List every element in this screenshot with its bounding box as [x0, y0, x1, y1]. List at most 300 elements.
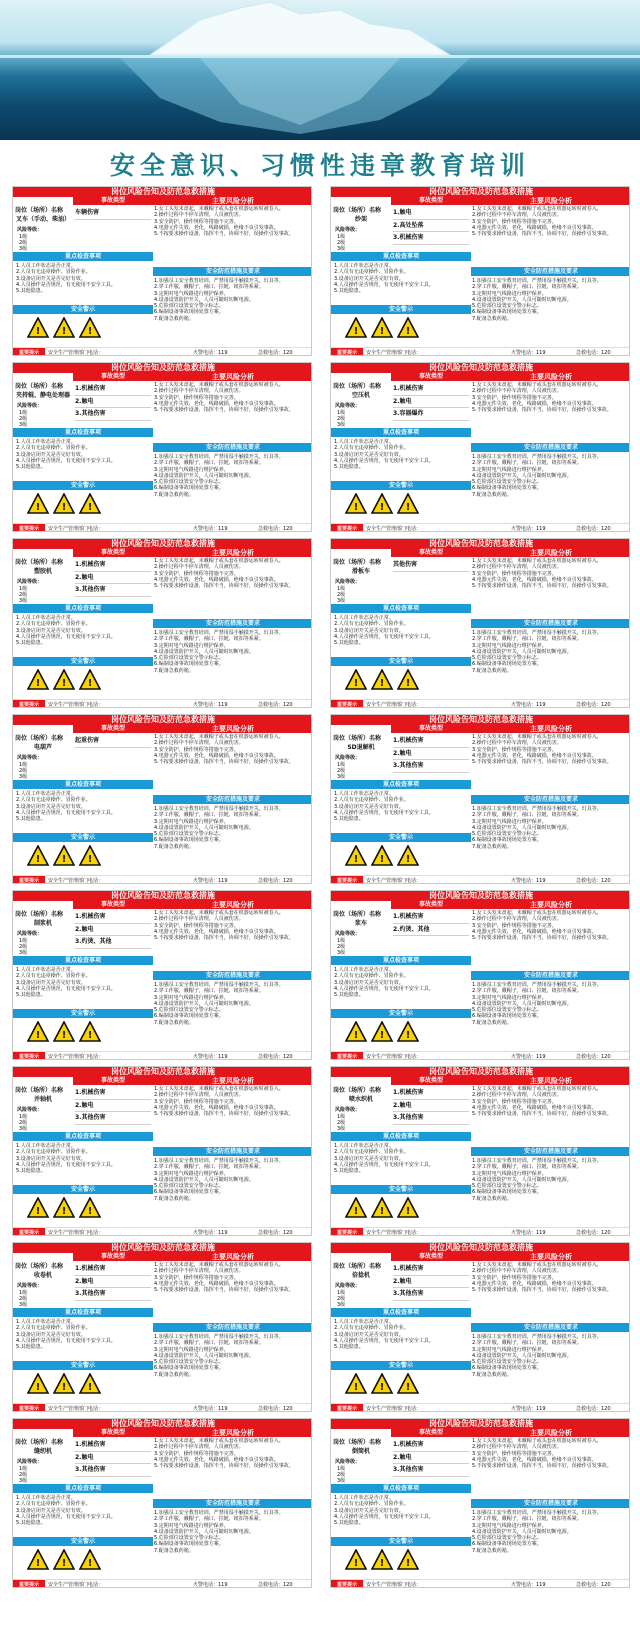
risk-item: 1.女工头发未盘起，未戴帽子或头套在机器运转时被卷入。	[472, 734, 602, 740]
svg-text:!: !	[87, 1382, 93, 1393]
key-check-list	[16, 1495, 151, 1526]
footer-tag: 重要提示	[13, 1580, 45, 1588]
position-name: 制浆机	[33, 920, 52, 927]
risk-levels	[337, 234, 345, 252]
warning-icons	[345, 317, 469, 339]
key-check-bar: 重点检查事项	[13, 428, 153, 437]
key-check-item: 3.设备启闭开关是否完好有效。	[334, 1155, 404, 1162]
key-check-bar: 重点检查事项	[331, 252, 471, 261]
key-check-item: 1.人员工作状态是否正常。	[334, 263, 394, 269]
warning-triangle-icon	[53, 1373, 75, 1395]
svg-text:!: !	[87, 854, 93, 865]
measure-item: 3.定期对电气线路进行维护保养。	[472, 994, 547, 1001]
position-label: 岗位（场所）名称	[15, 735, 64, 742]
measure-item: 6.编制设备事故现场处置方案。	[472, 485, 542, 492]
key-check-bar: 重点检查事项	[13, 780, 153, 789]
risk-item: 5.不按要求操作设备，指挥不当，协调不好，误操作引发事故。	[154, 1287, 294, 1294]
risk-item: 2.操作过程中不停车清理，人员被伤害。	[472, 1444, 562, 1451]
accident-types	[393, 383, 469, 421]
svg-text:!: !	[35, 854, 41, 865]
warning-triangle-icon	[79, 317, 101, 339]
accident-types	[75, 207, 151, 220]
footer-dept: 安全生产管理部门电话：	[366, 1582, 422, 1588]
position-label: 岗位（场所）名称	[15, 1439, 64, 1446]
key-check-list	[16, 439, 151, 470]
position-name: 并轴机	[33, 1096, 52, 1103]
risk-level: 3级	[19, 950, 28, 956]
measure-item: 5.危险部位设置安全警示标志。	[154, 1183, 224, 1190]
measure-item: 2.穿工作服，戴帽子，袖口、拉链、纽扣等系紧。	[154, 1164, 264, 1171]
key-check-item: 1.人员工作状态是否正常。	[334, 1495, 394, 1501]
position-label: 岗位（场所）名称	[333, 735, 382, 742]
risk-level: 2级	[19, 592, 28, 598]
card-footer	[331, 875, 630, 884]
card-header: 岗位风险告知及防范急救措施	[331, 187, 630, 197]
warning-triangle-icon	[397, 1021, 419, 1043]
measure-item: 7.配备急救药箱。	[472, 1019, 512, 1026]
key-check-item: 2.人员有无违章操作、冒险作业。	[16, 445, 91, 452]
risk-level: 3级	[337, 1126, 346, 1132]
key-check-item: 2.人员有无违章操作、冒险作业。	[16, 1325, 91, 1332]
measure-item: 7.配备急救药箱。	[154, 1019, 194, 1026]
footer-dept: 安全生产管理部门电话：	[48, 1230, 104, 1236]
measures-list	[472, 1334, 629, 1378]
risk-list	[154, 1262, 311, 1293]
measure-item: 1.加强员工安全教育培训，严禁用湿手触摸开关，灯具等。	[154, 278, 284, 284]
type-header: 事故类型	[73, 373, 153, 381]
key-check-item: 3.设备启闭开关是否完好有效。	[334, 979, 404, 986]
risk-level: 1级	[337, 1114, 346, 1120]
warning-icons	[27, 669, 151, 691]
footer-tag: 重要提示	[13, 876, 45, 884]
risk-card	[330, 186, 630, 356]
measure-item: 3.定期对电气线路进行维护保养。	[472, 1522, 547, 1529]
measure-item: 7.配备急救药箱。	[472, 315, 512, 322]
svg-text:!: !	[405, 1030, 411, 1041]
risk-level: 1级	[337, 410, 346, 416]
risk-list	[472, 382, 629, 413]
warning-bar: 安全警示	[331, 833, 471, 842]
svg-text:!: !	[61, 1558, 67, 1569]
card-header: 岗位风险告知及防范急救措施	[331, 1243, 630, 1253]
card-header: 岗位风险告知及防范急救措施	[13, 1419, 312, 1429]
risk-card	[330, 362, 630, 532]
footer-dept: 安全生产管理部门电话：	[48, 350, 104, 356]
risk-level: 2级	[337, 768, 346, 774]
measures-list	[154, 454, 311, 498]
card-footer	[13, 347, 312, 356]
measure-item: 6.编制设备事故现场处置方案。	[472, 1189, 542, 1196]
position-label: 岗位（场所）名称	[333, 559, 382, 566]
emergency-phone: 急救电话：120	[258, 526, 293, 532]
measure-item: 7.配备急救药箱。	[472, 1547, 512, 1554]
svg-text:!: !	[405, 1382, 411, 1393]
warning-triangle-icon	[53, 1197, 75, 1219]
risk-item: 5.不按要求操作设备，指挥不当，协调不好，误操作引发事故。	[154, 935, 294, 942]
emergency-phone: 急救电话：120	[258, 350, 293, 356]
risk-level-label: 风险等级：	[335, 1459, 361, 1465]
key-check-item: 4.人员操作是否规范，有无使用不安全工具。	[334, 457, 434, 464]
key-check-bar: 重点检查事项	[13, 1132, 153, 1141]
warning-icons	[27, 845, 151, 867]
key-check-item: 2.人员有无违章操作、冒险作业。	[334, 1501, 409, 1508]
measure-item: 6.编制设备事故现场处置方案。	[154, 309, 224, 316]
accident-type: 3.机械伤害	[393, 232, 469, 245]
key-check-item: 1.人员工作状态是否正常。	[334, 1319, 394, 1325]
key-check-item: 3.设备启闭开关是否完好有效。	[16, 1331, 86, 1338]
accident-types	[75, 1263, 151, 1301]
svg-text:!: !	[87, 502, 93, 513]
key-check-item: 1.人员工作状态是否正常。	[16, 967, 76, 973]
measure-item: 4.设备设置防护开关，人员可随时切断电源。	[154, 472, 254, 479]
accident-type: 3.其他伤害	[75, 584, 151, 597]
accident-type: 3.容器爆炸	[393, 408, 469, 421]
risk-item: 2.操作过程中不停车清理，人员被伤害。	[472, 564, 562, 571]
risk-level: 3级	[337, 246, 346, 252]
measures-list	[154, 982, 311, 1026]
card-header: 岗位风险告知及防范急救措施	[13, 539, 312, 549]
svg-text:!: !	[35, 1030, 41, 1041]
accident-types	[393, 1439, 469, 1477]
measures-bar: 安全防范措施及要求	[471, 443, 630, 452]
key-check-item: 2.人员有无违章操作、冒险作业。	[334, 1149, 409, 1156]
risk-item: 5.不按要求操作设备，指挥不当，协调不好，误操作引发事故。	[154, 231, 294, 238]
risk-item: 1.女工头发未盘起，未戴帽子或头套在机器运转时被卷入。	[154, 382, 284, 388]
measure-item: 6.编制设备事故现场处置方案。	[154, 1541, 224, 1548]
footer-tag: 重要提示	[331, 876, 363, 884]
key-check-item: 3.设备启闭开关是否完好有效。	[16, 451, 86, 458]
measure-item: 2.穿工作服，戴帽子，袖口、拉链、纽扣等系紧。	[154, 1516, 264, 1523]
measures-list	[154, 630, 311, 674]
key-check-item: 4.人员操作是否规范，有无使用不安全工具。	[16, 633, 116, 640]
risk-level: 1级	[19, 586, 28, 592]
emergency-phone: 急救电话：120	[576, 526, 611, 532]
risk-item: 4.电器元件失效、老化，线路破损，绝缘不良引发事故。	[472, 928, 597, 935]
key-check-list	[334, 263, 469, 294]
card-footer	[331, 523, 630, 532]
type-header: 事故类型	[73, 197, 153, 205]
accident-types	[75, 1439, 151, 1477]
risk-level-label: 风险等级：	[335, 403, 361, 409]
measures-list	[472, 454, 629, 498]
measure-item: 7.配备急救药箱。	[154, 1195, 194, 1202]
svg-text:!: !	[353, 1206, 359, 1217]
warning-icons	[345, 845, 469, 867]
warning-triangle-icon	[79, 493, 101, 515]
water-surface	[0, 55, 640, 58]
measure-item: 4.设备设置防护开关，人员可随时切断电源。	[154, 1352, 254, 1359]
fire-phone: 火警电话：119	[511, 1230, 546, 1236]
risk-item: 2.操作过程中不停车清理，人员被伤害。	[154, 740, 244, 747]
risk-level: 3级	[337, 774, 346, 780]
warning-icons	[345, 1021, 469, 1043]
accident-types	[393, 1263, 469, 1301]
measure-item: 6.编制设备事故现场处置方案。	[472, 1365, 542, 1372]
risk-item: 2.操作过程中不停车清理，人员被伤害。	[154, 1444, 244, 1451]
key-check-item: 1.人员工作状态是否正常。	[16, 615, 76, 621]
risk-item: 4.电器元件失效、老化，线路破损，绝缘不良引发事故。	[154, 1280, 279, 1287]
risk-item: 3.安全防护、操作规程等措施不完善。	[154, 1098, 239, 1105]
risk-levels	[19, 762, 27, 780]
measure-item: 3.定期对电气线路进行维护保养。	[154, 1346, 229, 1353]
footer-dept: 安全生产管理部门电话：	[48, 1582, 104, 1588]
key-check-bar: 重点检查事项	[331, 1308, 471, 1317]
fire-phone: 火警电话：119	[511, 1406, 546, 1412]
warning-triangle-icon	[27, 493, 49, 515]
measure-item: 4.设备设置防护开关，人员可随时切断电源。	[154, 296, 254, 303]
risk-level: 2级	[19, 240, 28, 246]
risk-item: 4.电器元件失效、老化，线路破损，绝缘不良引发事故。	[472, 1456, 597, 1463]
position-name: 塑胶机	[33, 568, 52, 575]
key-check-item: 5.其他隐患。	[334, 464, 364, 471]
risk-item: 3.安全防护、操作规程等措施不完善。	[472, 1274, 557, 1281]
risk-item: 2.操作过程中不停车清理，人员被伤害。	[154, 1268, 244, 1275]
svg-text:!: !	[61, 1030, 67, 1041]
measure-item: 7.配备急救药箱。	[154, 491, 194, 498]
key-check-list	[334, 615, 469, 646]
key-check-item: 3.设备启闭开关是否完好有效。	[334, 275, 404, 282]
measure-item: 3.定期对电气线路进行维护保养。	[472, 818, 547, 825]
position-label: 岗位（场所）名称	[15, 559, 64, 566]
key-check-list	[16, 615, 151, 646]
svg-text:!: !	[379, 678, 385, 689]
card-footer	[13, 1051, 312, 1060]
accident-type: 2.触电	[393, 1276, 469, 1289]
warning-bar: 安全警示	[331, 1361, 471, 1370]
type-header: 事故类型	[391, 1077, 471, 1085]
position-label: 岗位（场所）名称	[15, 1263, 64, 1270]
accident-type: 起重伤害	[75, 735, 151, 748]
footer-tag: 重要提示	[13, 1404, 45, 1412]
risk-item: 4.电器元件失效、老化，线路破损，绝缘不良引发事故。	[154, 400, 279, 407]
position-name: 叉车（手动、柴油）	[15, 216, 70, 223]
accident-type: 1.机械伤害	[75, 383, 151, 396]
measure-item: 4.设备设置防护开关，人员可随时切断电源。	[472, 1528, 572, 1535]
warning-triangle-icon	[79, 1197, 101, 1219]
risk-level-label: 风险等级：	[17, 1107, 43, 1113]
risk-item: 3.安全防护、操作规程等措施不完善。	[154, 394, 239, 401]
risk-list	[472, 1262, 629, 1293]
warning-triangle-icon	[79, 669, 101, 691]
risk-item: 5.不按要求操作设备，指挥不当，协调不好，误操作引发事故。	[472, 407, 612, 414]
key-check-item: 4.人员操作是否规范，有无使用不安全工具。	[16, 1161, 116, 1168]
fire-phone: 火警电话：119	[193, 1582, 228, 1588]
risk-item: 2.操作过程中不停车清理，人员被伤害。	[472, 388, 562, 395]
key-check-item: 3.设备启闭开关是否完好有效。	[334, 1331, 404, 1338]
accident-type: 2.触电	[75, 396, 151, 409]
warning-triangle-icon	[53, 845, 75, 867]
measures-list	[472, 1158, 629, 1202]
risk-item: 5.不按要求操作设备，指挥不当，协调不好，误操作引发事故。	[472, 1287, 612, 1294]
measure-item: 7.配备急救药箱。	[472, 1195, 512, 1202]
risk-level-label: 风险等级：	[17, 403, 43, 409]
measures-list	[472, 278, 629, 322]
key-check-list	[334, 791, 469, 822]
risk-level: 2级	[19, 768, 28, 774]
fire-phone: 火警电话：119	[511, 350, 546, 356]
risk-card	[12, 1066, 312, 1236]
measure-item: 1.加强员工安全教育培训，严禁用湿手触摸开关，灯具等。	[154, 1334, 284, 1340]
key-check-item: 3.设备启闭开关是否完好有效。	[16, 275, 86, 282]
warning-icons	[345, 1373, 469, 1395]
measures-bar: 安全防范措施及要求	[153, 1147, 312, 1156]
warning-bar: 安全警示	[13, 1361, 153, 1370]
measure-item: 7.配备急救药箱。	[472, 843, 512, 850]
risk-level: 2级	[337, 416, 346, 422]
measure-item: 5.危险部位设置安全警示标志。	[472, 1183, 542, 1190]
key-check-item: 4.人员操作是否规范，有无使用不安全工具。	[334, 281, 434, 288]
risk-level: 3级	[337, 598, 346, 604]
analysis-header: 主要风险分析	[153, 373, 312, 381]
risk-level: 2级	[337, 1296, 346, 1302]
risk-item: 4.电器元件失效、老化，线路破损，绝缘不良引发事故。	[154, 224, 279, 231]
warning-bar: 安全警示	[331, 481, 471, 490]
key-check-item: 5.其他隐患。	[334, 288, 364, 295]
key-check-item: 5.其他隐患。	[16, 640, 46, 647]
risk-card	[330, 1066, 630, 1236]
accident-type: 3.其他伤害	[75, 1464, 151, 1477]
fire-phone: 火警电话：119	[511, 878, 546, 884]
svg-text:!: !	[379, 1206, 385, 1217]
risk-item: 1.女工头发未盘起，未戴帽子或头套在机器运转时被卷入。	[472, 910, 602, 916]
risk-levels	[19, 938, 27, 956]
measure-item: 5.危险部位设置安全警示标志。	[154, 655, 224, 662]
accident-type: 2.触电	[393, 396, 469, 409]
analysis-header: 主要风险分析	[471, 549, 630, 557]
risk-item: 5.不按要求操作设备，指挥不当，协调不好，误操作引发事故。	[472, 1111, 612, 1118]
risk-list	[472, 734, 629, 765]
key-check-item: 4.人员操作是否规范，有无使用不安全工具。	[334, 1513, 434, 1520]
svg-text:!: !	[405, 1206, 411, 1217]
key-check-list	[334, 1319, 469, 1350]
warning-triangle-icon	[27, 1021, 49, 1043]
type-header: 事故类型	[391, 373, 471, 381]
risk-level-label: 风险等级：	[335, 1283, 361, 1289]
accident-types	[393, 1087, 469, 1125]
card-footer	[13, 1579, 312, 1588]
warning-bar: 安全警示	[331, 1009, 471, 1018]
accident-types	[393, 207, 469, 245]
hero-image	[0, 0, 640, 140]
svg-text:!: !	[35, 1382, 41, 1393]
risk-level: 3级	[19, 246, 28, 252]
svg-text:!: !	[405, 1558, 411, 1569]
warning-triangle-icon	[371, 493, 393, 515]
warning-bar: 安全警示	[331, 657, 471, 666]
risk-list	[154, 206, 311, 237]
warning-bar: 安全警示	[13, 1537, 153, 1546]
risk-levels	[19, 1290, 27, 1308]
risk-levels	[19, 1114, 27, 1132]
footer-dept: 安全生产管理部门电话：	[366, 702, 422, 708]
risk-level: 2级	[337, 1472, 346, 1478]
warning-bar: 安全警示	[13, 657, 153, 666]
emergency-phone: 急救电话：120	[576, 1054, 611, 1060]
measure-item: 4.设备设置防护开关，人员可随时切断电源。	[472, 296, 572, 303]
measure-item: 1.加强员工安全教育培训，严禁用湿手触摸开关，灯具等。	[472, 630, 602, 636]
key-check-list	[16, 967, 151, 998]
risk-list	[472, 206, 629, 237]
warning-bar: 安全警示	[13, 1185, 153, 1194]
risk-level: 3级	[337, 1478, 346, 1484]
risk-item: 2.操作过程中不停车清理，人员被伤害。	[472, 740, 562, 747]
risk-level: 1级	[19, 410, 28, 416]
warning-bar: 安全警示	[13, 305, 153, 314]
measure-item: 2.穿工作服，戴帽子，袖口、拉链、纽扣等系紧。	[154, 1340, 264, 1347]
risk-level: 2级	[337, 1120, 346, 1126]
risk-item: 1.女工头发未盘起，未戴帽子或头套在机器运转时被卷入。	[472, 558, 602, 564]
type-header: 事故类型	[73, 1253, 153, 1261]
position-label: 岗位（场所）名称	[333, 1087, 382, 1094]
svg-text:!: !	[379, 1030, 385, 1041]
risk-card	[330, 890, 630, 1060]
key-check-item: 5.其他隐患。	[16, 816, 46, 823]
warning-triangle-icon	[345, 317, 367, 339]
key-check-item: 4.人员操作是否规范，有无使用不安全工具。	[334, 1161, 434, 1168]
footer-dept: 安全生产管理部门电话：	[366, 1054, 422, 1060]
position-label: 岗位（场所）名称	[15, 383, 64, 390]
measure-item: 2.穿工作服，戴帽子，袖口、拉链、纽扣等系紧。	[472, 1340, 582, 1347]
card-header: 岗位风险告知及防范急救措施	[331, 715, 630, 725]
measure-item: 6.编制设备事故现场处置方案。	[154, 837, 224, 844]
key-check-list	[334, 1143, 469, 1174]
footer-dept: 安全生产管理部门电话：	[366, 1406, 422, 1412]
risk-item: 4.电器元件失效、老化，线路破损，绝缘不良引发事故。	[154, 576, 279, 583]
risk-levels	[19, 234, 27, 252]
risk-item: 3.安全防护、操作规程等措施不完善。	[154, 570, 239, 577]
risk-level: 1级	[19, 1114, 28, 1120]
accident-types	[75, 911, 151, 949]
measures-bar: 安全防范措施及要求	[471, 971, 630, 980]
key-check-bar: 重点检查事项	[13, 1484, 153, 1493]
measure-item: 1.加强员工安全教育培训，严禁用湿手触摸开关，灯具等。	[472, 1158, 602, 1164]
key-check-item: 3.设备启闭开关是否完好有效。	[334, 451, 404, 458]
warning-icons	[27, 317, 151, 339]
svg-text:!: !	[87, 678, 93, 689]
measure-item: 4.设备设置防护开关，人员可随时切断电源。	[154, 648, 254, 655]
warning-triangle-icon	[27, 669, 49, 691]
risk-card	[12, 362, 312, 532]
analysis-header: 主要风险分析	[471, 1429, 630, 1437]
warning-icons	[345, 493, 469, 515]
accident-type: 2.触电	[75, 1276, 151, 1289]
key-check-item: 5.其他隐患。	[334, 640, 364, 647]
warning-triangle-icon	[27, 1373, 49, 1395]
warning-triangle-icon	[397, 1549, 419, 1571]
emergency-phone: 急救电话：120	[258, 1054, 293, 1060]
emergency-phone: 急救电话：120	[258, 1230, 293, 1236]
warning-icons	[27, 493, 151, 515]
accident-types	[75, 383, 151, 421]
measure-item: 4.设备设置防护开关，人员可随时切断电源。	[472, 1352, 572, 1359]
risk-level: 3级	[337, 1302, 346, 1308]
risk-item: 1.女工头发未盘起，未戴帽子或头套在机器运转时被卷入。	[154, 558, 284, 564]
risk-level: 2级	[337, 592, 346, 598]
measures-list	[154, 278, 311, 322]
svg-text:!: !	[87, 1558, 93, 1569]
card-header: 岗位风险告知及防范急救措施	[13, 363, 312, 373]
measure-item: 7.配备急救药箱。	[154, 1547, 194, 1554]
warning-triangle-icon	[397, 1373, 419, 1395]
svg-text:!: !	[35, 678, 41, 689]
key-check-item: 2.人员有无违章操作、冒险作业。	[16, 1149, 91, 1156]
measures-bar: 安全防范措施及要求	[471, 1499, 630, 1508]
risk-item: 2.操作过程中不停车清理，人员被伤害。	[472, 1092, 562, 1099]
warning-bar: 安全警示	[13, 1009, 153, 1018]
risk-card	[12, 538, 312, 708]
key-check-item: 4.人员操作是否规范，有无使用不安全工具。	[334, 633, 434, 640]
risk-level: 2级	[19, 1472, 28, 1478]
